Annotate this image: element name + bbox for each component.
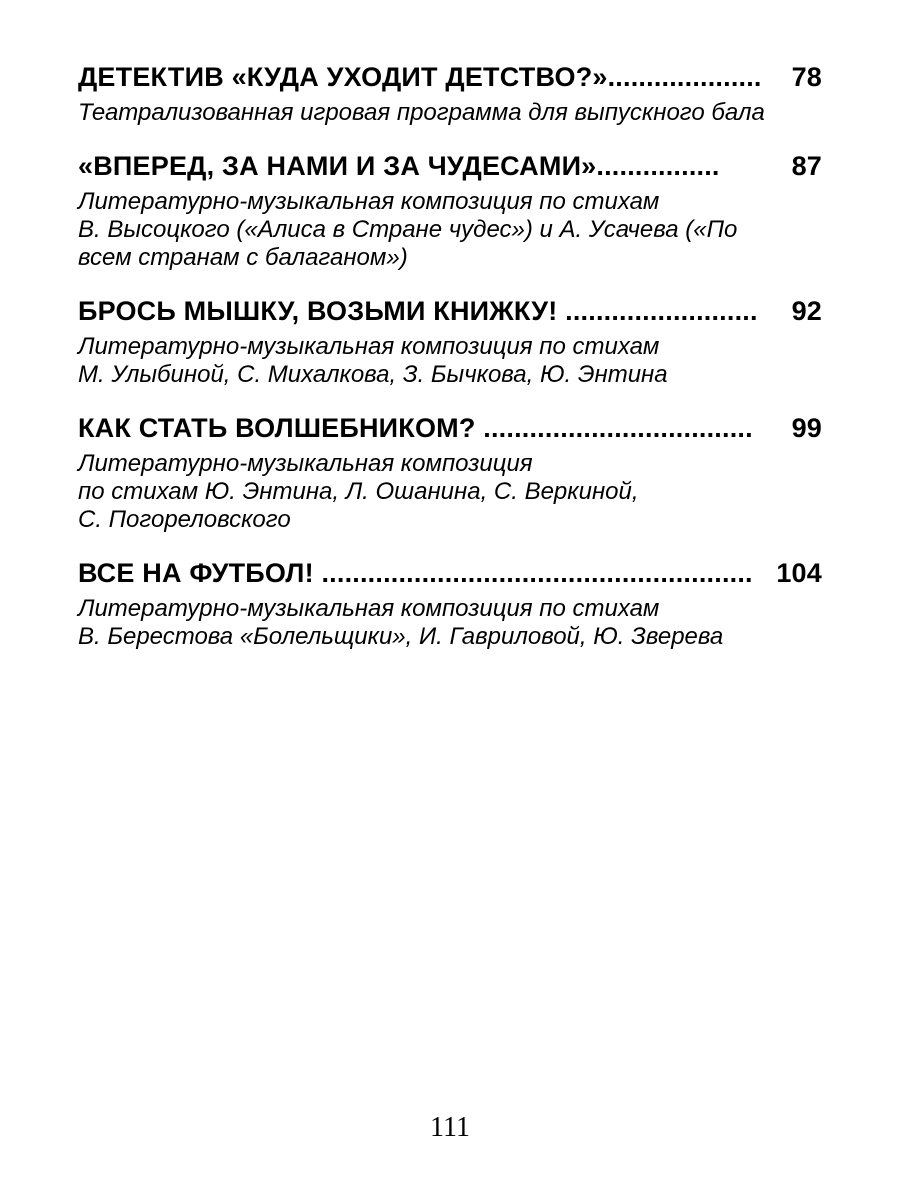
toc-entry-subtitle [78, 595, 822, 651]
subtitle-line: Литературно-музыкальная композиция по стихам [78, 595, 660, 622]
toc-entry-title: ДЕТЕКТИВ «КУДА УХОДИТ ДЕТСТВО?» [78, 62, 608, 92]
toc-entry [78, 296, 822, 389]
subtitle-line: Литературно-музыкальная композиция [78, 450, 533, 477]
subtitle-line: всем странам с балаганом») [78, 244, 408, 271]
subtitle-line: по стихам Ю. Энтина, Л. Ошанина, С. Веркиной, [78, 478, 639, 505]
toc-entry [78, 413, 822, 534]
toc-entry-title-row [78, 296, 822, 326]
subtitle-line: В. Высоцкого («Алиса в Стране чудес») и А. Усачева («По [78, 216, 738, 243]
toc-entry-title: КАК СТАТЬ ВОЛШЕБНИКОМ? [78, 413, 476, 443]
subtitle-line: Театрализованная игровая программа для выпускного бала [78, 99, 765, 126]
toc-page-number: 92 [791, 296, 822, 326]
toc-entry-title-row [78, 151, 822, 181]
toc-entry [78, 558, 822, 651]
toc-page-number: 87 [791, 151, 822, 181]
toc-entry-subtitle [78, 188, 822, 272]
table-of-contents [78, 62, 822, 675]
toc-entry-title: БРОСЬ МЫШКУ, ВОЗЬМИ КНИЖКУ! [78, 296, 558, 326]
toc-entry-subtitle [78, 450, 822, 534]
folio-page-number: 111 [430, 1112, 470, 1143]
toc-page-number: 99 [791, 413, 822, 443]
toc-page-number: 104 [776, 558, 822, 588]
subtitle-line: М. Улыбиной, С. Михалкова, З. Бычкова, Ю. Энтина [78, 361, 668, 388]
subtitle-line: В. Берестова «Болельщики», И. Гавриловой, Ю. Зверева [78, 623, 724, 650]
toc-entry-subtitle [78, 99, 822, 127]
dot-leader: ......................... [557, 296, 758, 326]
toc-entry-title-row [78, 62, 822, 92]
subtitle-line: С. Погореловского [78, 506, 291, 533]
toc-page-number: 78 [791, 62, 822, 92]
dot-leader: ................................... [475, 413, 753, 443]
subtitle-line: Литературно-музыкальная композиция по стихам [78, 188, 660, 215]
dot-leader: ................ [596, 151, 720, 181]
toc-entry-subtitle [78, 333, 822, 389]
toc-entry-title: «ВПЕРЕД, ЗА НАМИ И ЗА ЧУДЕСАМИ» [78, 151, 597, 181]
toc-entry-title: ВСЕ НА ФУТБОЛ! [78, 558, 314, 588]
dot-leader: .................... [607, 62, 762, 92]
toc-entry [78, 151, 822, 272]
dot-leader: ........................................................ [313, 558, 753, 588]
toc-entry-title-row [78, 413, 822, 443]
toc-entry-title-row [78, 558, 822, 588]
subtitle-line: Литературно-музыкальная композиция по стихам [78, 333, 660, 360]
toc-entry [78, 62, 822, 127]
